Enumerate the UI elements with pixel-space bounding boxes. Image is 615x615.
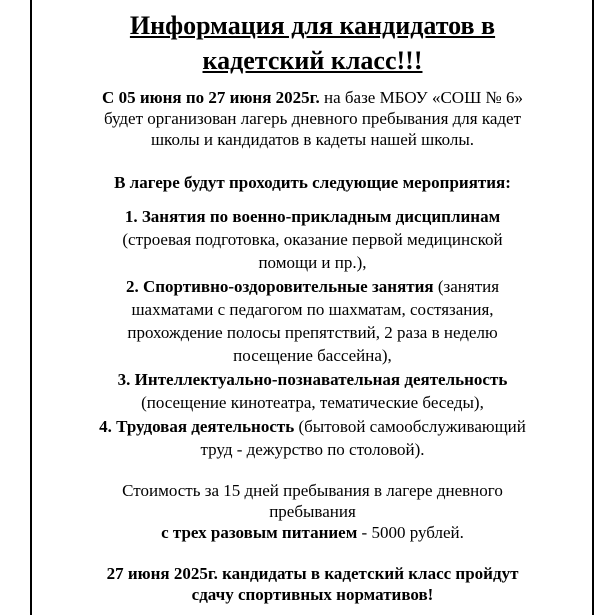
cost-text: пребывания: [269, 502, 356, 521]
event-text: (строевая подготовка, оказание первой медицинской: [122, 230, 503, 249]
events-heading: В лагере будут проходить следующие мероприятия:: [114, 173, 511, 192]
document-page: [60, 8, 565, 605]
event-item: [60, 206, 565, 273]
event-text: (посещение кинотеатра, тематические беседы),: [141, 393, 484, 412]
intro-text: будет организован лагерь дневного пребывания для кадет: [103, 109, 522, 128]
intro-paragraph: [60, 87, 565, 150]
event-text: посещение бассейна),: [233, 346, 392, 365]
page-title: [60, 8, 565, 78]
event-item: [60, 416, 565, 460]
event-title: 3. Интеллектуально-познавательная деятельность: [117, 370, 508, 389]
page-border-right: [592, 0, 594, 615]
page-border-left: [30, 0, 32, 615]
cost-paragraph: [60, 480, 565, 543]
event-text: труд - дежурство по столовой).: [200, 440, 425, 459]
cost-text: Стоимость за 15 дней пребывания в лагере дневного: [122, 481, 503, 500]
event-title: 4. Трудовая деятельность: [99, 417, 295, 436]
event-item: [60, 276, 565, 366]
footer-text: 27 июня 2025г. кандидаты в кадетский класс пройдут: [106, 564, 519, 583]
camp-dates: С 05 июня по 27 июня 2025г.: [102, 88, 320, 107]
title-line: Информация для кандидатов в: [129, 11, 496, 40]
events-list: [60, 206, 565, 460]
footer-text: сдачу спортивных нормативов!: [191, 585, 434, 604]
meals-info: с трех разовым питанием: [161, 523, 358, 542]
event-title: 2. Спортивно-оздоровительные занятия: [125, 277, 434, 296]
price: - 5000 рублей.: [357, 523, 464, 542]
event-item: [60, 369, 565, 413]
event-text: шахматами с педагогом по шахматам, состязания,: [131, 300, 494, 319]
title-line: кадетский класс!!!: [202, 46, 423, 75]
event-text: (бытовой самообслуживающий: [294, 417, 526, 436]
event-title: 1. Занятия по военно-прикладным дисциплинам: [124, 207, 501, 226]
event-text: (занятия: [433, 277, 500, 296]
footer-notice: [60, 563, 565, 605]
event-text: прохождение полосы препятствий, 2 раза в неделю: [127, 323, 498, 342]
event-text: помощи и пр.),: [258, 253, 367, 272]
intro-text: школы и кандидатов в кадеты нашей школы.: [150, 130, 475, 149]
intro-text: на базе МБОУ «СОШ № 6»: [319, 88, 523, 107]
